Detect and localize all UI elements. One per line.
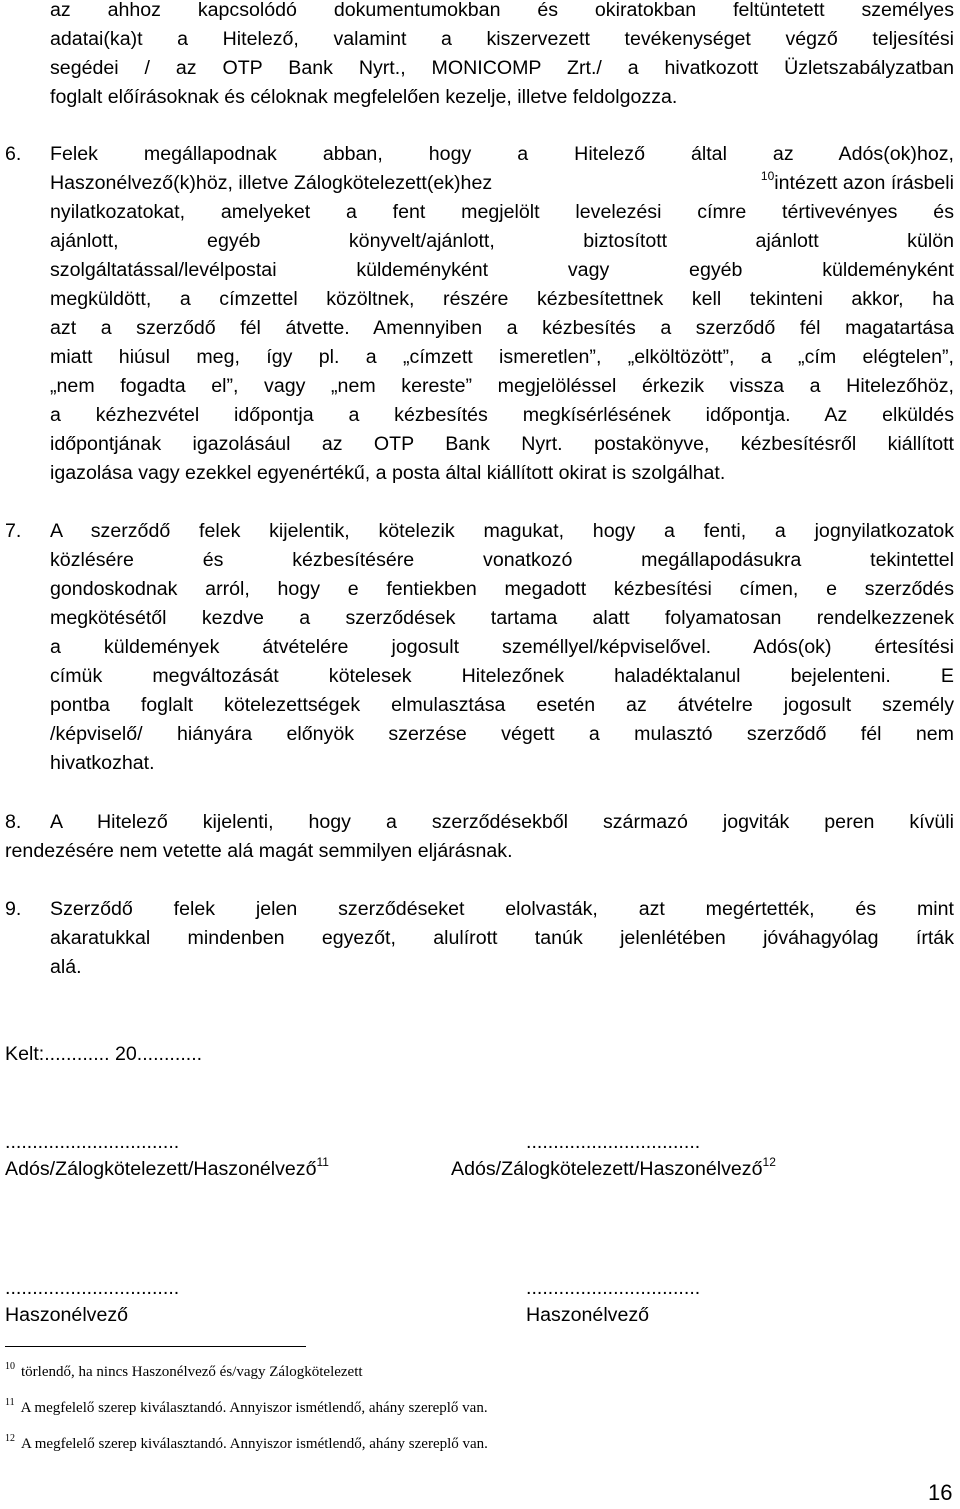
body-line: a kézhezvétel időpontja a kézbesítés megkísérlésének időpontja. Az elküldés [50, 404, 954, 426]
body-line: megküldött, a címzettel közöltnek, részére kézbesítettnek kell tekinteni akkor, ha [50, 288, 954, 310]
paragraph-number: 6. [5, 143, 22, 165]
body-text: intézett azon írásbeli [774, 172, 954, 194]
body-line: A Hitelező kijelenti, hogy a szerződésekből származó jogviták peren kívüli [50, 811, 954, 833]
body-line: igazolása vagy ezekkel egyenértékű, a posta által kiállított okirat is szolgálhat. [50, 462, 726, 484]
body-line: segédei / az OTP Bank Nyrt., MONICOMP Zrt./ a hivatkozott Üzletszabályzatban [50, 57, 954, 79]
signature-role [5, 1155, 329, 1184]
paragraph-number: 8. [5, 811, 22, 833]
footnote-ref: 12 [762, 1155, 776, 1169]
body-line [50, 169, 954, 198]
body-text [761, 169, 954, 198]
footnote-text: A megfelelő szerep kiválasztandó. Annyiszor ismétlendő, ahány szereplő van. [21, 1436, 488, 1452]
body-line: foglalt előírásoknak és céloknak megfelelően kezelje, illetve feldolgozza. [50, 86, 678, 108]
body-line: Felek megállapodnak abban, hogy a Hitelező által az Adós(ok)hoz, [50, 143, 954, 165]
page-number: 16 [928, 1480, 953, 1505]
footnote-separator [5, 1346, 306, 1347]
footnote [5, 1434, 488, 1454]
body-line: A szerződő felek kijelentik, kötelezik magukat, hogy a fenti, a jognyilatkozatok [50, 520, 954, 542]
body-line: akaratukkal mindenben egyezőt, alulírott tanúk jelenlétében jóváhagyólag írták [50, 927, 954, 949]
signature-role: Haszonélvező [526, 1304, 650, 1326]
footnote-ref: 11 [316, 1155, 329, 1169]
footnote-text: A megfelelő szerep kiválasztandó. Annyiszor ismétlendő, ahány szereplő van. [20, 1400, 488, 1416]
body-line: időpontjának igazolásául az OTP Bank Nyrt. postakönyve, kézbesítésről kiállított [50, 433, 954, 455]
footnote-text: törlendő, ha nincs Haszonélvező és/vagy Zálogkötelezett [21, 1364, 363, 1380]
body-line: „nem fogadta el”, vagy „nem kereste” megjelöléssel érkezik vissza a Hitelezőhöz, [50, 375, 954, 397]
signature-role: Haszonélvező [5, 1304, 129, 1326]
signature-role-text: Adós/Zálogkötelezett/Haszonélvező [5, 1158, 317, 1180]
body-line: miatt hiúsul meg, így pl. a „címzett ismeretlen”, „elköltözött”, a „cím elégtelen”, [50, 346, 954, 368]
body-line: címük megváltozását kötelesek Hitelezőnek haladéktalanul bejelenteni. E [50, 665, 954, 687]
footnote-ref: 10 [760, 169, 775, 183]
footnote [5, 1398, 488, 1418]
body-line: gondoskodnak arról, hogy e fentiekben megadott kézbesítési címen, e szerződés [50, 578, 954, 600]
footnote-number: 10 [5, 1361, 15, 1372]
body-line: a küldemények átvételére jogosult személlyel/képviselővel. Adós(ok) értesítési [50, 636, 954, 658]
body-line: Szerződő felek jelen szerződéseket elolvasták, azt megértették, és mint [50, 898, 954, 920]
body-line: megkötésétől kezdve a szerződések tartama alatt folyamatosan rendelkezzenek [50, 607, 954, 629]
signature-dots: ................................ [526, 1131, 701, 1153]
body-line: közlésére és kézbesítésére vonatkozó megállapodásukra tekintettel [50, 549, 954, 571]
signature-dots: ................................ [526, 1277, 701, 1299]
body-line: szolgáltatással/levélpostai küldeményként vagy egyéb küldeményként [50, 259, 954, 281]
paragraph-number: 9. [5, 898, 22, 920]
signature-dots: ................................ [5, 1277, 180, 1299]
body-line: azt a szerződő fél átvette. Amennyiben a kézbesítés a szerződő fél magatartása [50, 317, 954, 339]
footnote-number: 12 [5, 1433, 15, 1444]
body-line: pontba foglalt kötelezettségek elmulasztása esetén az átvételre jogosult személy [50, 694, 954, 716]
date-line: Kelt:............ 20............ [5, 1043, 203, 1065]
body-line: rendezésére nem vetette alá magát semmilyen eljárásnak. [5, 840, 513, 862]
body-line: nyilatkozatokat, amelyeket a fent megjelölt levelezési címre tértivevényes és [50, 201, 954, 223]
body-line: az ahhoz kapcsolódó dokumentumokban és okiratokban feltüntetett személyes [50, 0, 954, 21]
body-line: ajánlott, egyéb könyvelt/ajánlott, biztosított ajánlott külön [50, 230, 954, 252]
footnote [5, 1362, 363, 1382]
signature-role [451, 1155, 776, 1184]
footnote-number: 11 [5, 1397, 15, 1408]
body-line: adatai(ka)t a Hitelező, valamint a kiszervezett tevékenységet végző teljesítési [50, 28, 954, 50]
body-line: hivatkozhat. [50, 752, 155, 774]
body-line: alá. [50, 956, 82, 978]
signature-role-text: Adós/Zálogkötelezett/Haszonélvező [451, 1158, 763, 1180]
signature-dots: ................................ [5, 1131, 180, 1153]
paragraph-number: 7. [5, 520, 22, 542]
body-line: /képviselő/ hiányára előnyök szerzése végett a mulasztó szerződő fél nem [50, 723, 954, 745]
body-text: Haszonélvező(k)höz, illetve Zálogkötelezett(ek)hez [50, 172, 493, 194]
